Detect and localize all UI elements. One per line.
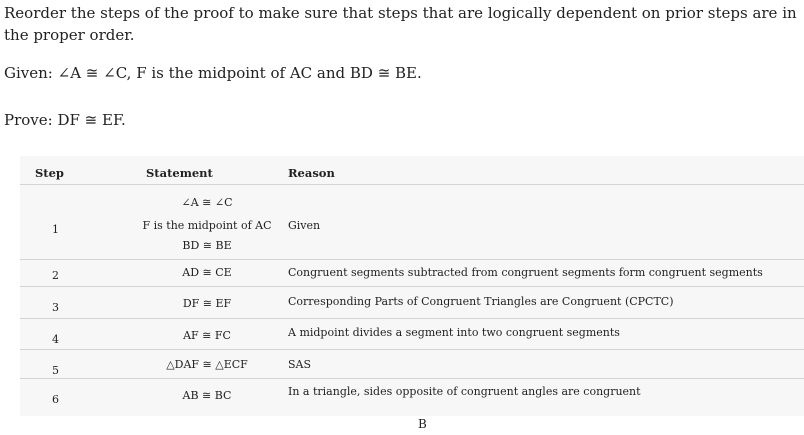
given-statement bbox=[4, 64, 422, 82]
header-statement: Statement bbox=[146, 166, 213, 180]
reason-text: Congruent segments subtracted from congruent segments form congruent segments bbox=[288, 266, 763, 279]
reason-text: Given bbox=[288, 219, 321, 232]
statement-line: F is the midpoint of AC bbox=[142, 219, 272, 232]
statement-line: △DAF ≅ △ECF bbox=[166, 358, 248, 371]
row-divider bbox=[20, 259, 804, 260]
given-label: Given: bbox=[4, 64, 53, 82]
row-divider bbox=[20, 318, 804, 319]
statement-line: AD ≅ CE bbox=[182, 266, 232, 279]
step-number: 4 bbox=[52, 333, 59, 346]
row-divider bbox=[20, 349, 804, 350]
prove-text: DF ≅ EF. bbox=[57, 111, 126, 129]
reason-text: A midpoint divides a segment into two congruent segments bbox=[288, 326, 620, 339]
statement-line: AF ≅ FC bbox=[183, 329, 231, 342]
statement-line: BD ≅ BE bbox=[182, 239, 232, 252]
answer-label: B bbox=[418, 417, 427, 431]
row-divider bbox=[20, 184, 804, 185]
given-text: ∠A ≅ ∠C, F is the midpoint of AC and BD ≅ BE. bbox=[57, 64, 422, 82]
header-reason: Reason bbox=[288, 166, 335, 180]
step-number: 2 bbox=[52, 269, 59, 282]
instructions: Reorder the steps of the proof to make sure that steps that are logically dependent on prior steps are in the proper order. bbox=[4, 4, 797, 44]
statement-line: DF ≅ EF bbox=[182, 297, 232, 310]
statement-line: ∠A ≅ ∠C bbox=[181, 196, 233, 209]
step-number: 1 bbox=[52, 223, 59, 236]
row-divider bbox=[20, 286, 804, 287]
statement-line: AB ≅ BC bbox=[182, 389, 232, 402]
reason-text: In a triangle, sides opposite of congruent angles are congruent bbox=[288, 385, 641, 398]
proof-table bbox=[20, 156, 804, 416]
row-divider bbox=[20, 378, 804, 379]
reason-text: SAS bbox=[288, 358, 312, 371]
prove-statement bbox=[4, 111, 126, 129]
step-number: 3 bbox=[52, 301, 59, 314]
step-number: 6 bbox=[52, 393, 59, 406]
header-step: Step bbox=[35, 166, 64, 180]
prove-label: Prove: bbox=[4, 111, 53, 129]
reason-text: Corresponding Parts of Congruent Triangles are Congruent (CPCTC) bbox=[288, 295, 674, 308]
step-number: 5 bbox=[52, 364, 59, 377]
